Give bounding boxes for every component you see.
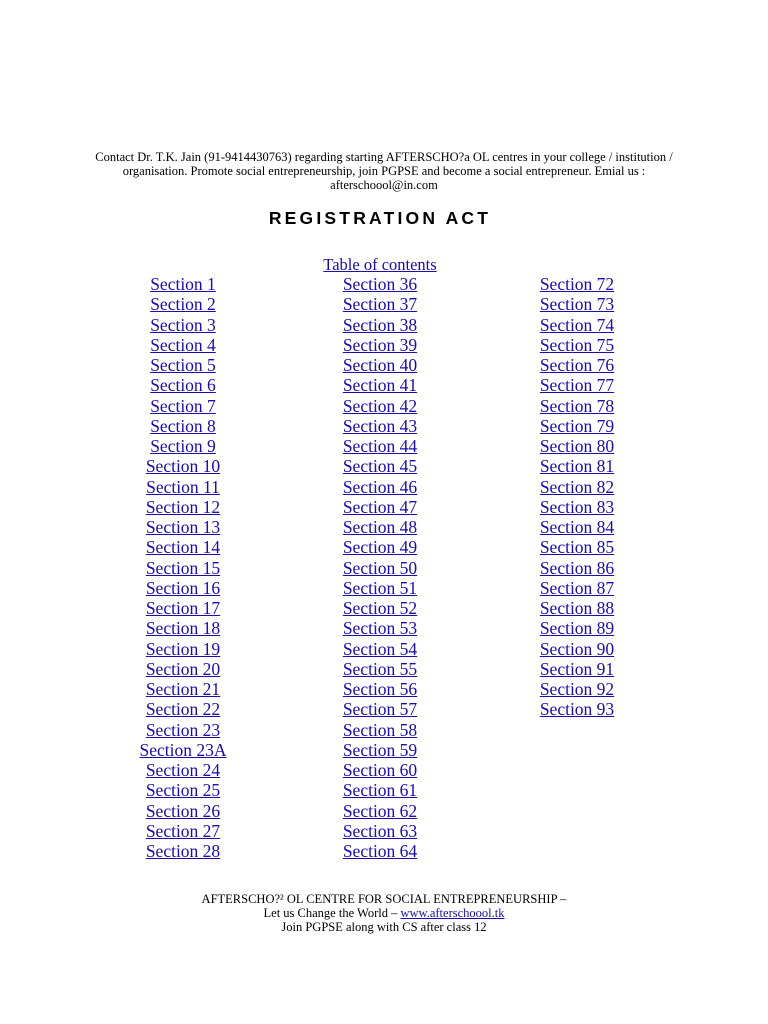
section-link[interactable]: Section 76 [539,355,615,375]
section-link[interactable]: Section 72 [539,274,615,294]
footer-line: AFTERSCHO?² OL CENTRE FOR SOCIAL ENTREPRENEURSHIP – [201,892,567,906]
section-link[interactable]: Section 28 [145,841,221,861]
section-link[interactable]: Section 77 [539,375,615,396]
section-link[interactable]: Section 12 [145,496,221,517]
section-link[interactable]: Section 89 [539,618,615,639]
section-link[interactable]: Section 78 [539,395,615,416]
section-link[interactable]: Section 75 [539,334,615,355]
section-link[interactable]: Section 7 [150,395,216,416]
section-link[interactable]: Section 63 [342,820,418,841]
table-of-contents-link[interactable]: Table of contents [323,255,437,274]
section-link[interactable]: Section 42 [342,395,418,416]
section-link[interactable]: Section 22 [145,699,221,720]
document-title: REGISTRATION ACT [268,208,492,228]
section-link[interactable]: Section 5 [150,355,216,375]
section-link[interactable]: Section 58 [342,719,418,740]
section-link[interactable]: Section 14 [145,537,221,558]
section-link[interactable]: Section 52 [342,598,418,618]
header-line: organisation. Promote social entrepreneurship, join PGPSE and become a social entrepreneur. Emial us : [122,164,646,178]
section-link[interactable]: Section 20 [145,658,221,679]
section-link[interactable]: Section 6 [150,375,216,396]
section-link[interactable]: Section 45 [342,456,418,477]
section-link[interactable]: Section 40 [342,355,418,375]
section-link[interactable]: Section 56 [342,679,418,699]
section-link[interactable]: Section 81 [539,456,615,477]
section-link[interactable]: Section 88 [539,598,615,618]
section-link[interactable]: Section 86 [539,557,615,578]
toc-column-1 [113,274,253,861]
website-link[interactable]: www.afterschoool.tk [400,906,505,920]
section-link[interactable]: Section 39 [342,334,418,355]
section-link[interactable]: Section 60 [342,760,418,780]
footer-line: Join PGPSE along with CS after class 12 [281,920,487,934]
section-link[interactable]: Section 8 [150,415,216,436]
footer [60,892,708,934]
section-link[interactable]: Section 79 [539,415,615,436]
header-line: Contact Dr. T.K. Jain (91-9414430763) regarding starting AFTERSCHO?a OL centres in your college / institution / [95,150,673,164]
section-link[interactable]: Section 26 [145,800,221,821]
section-link[interactable]: Section 9 [150,436,216,456]
section-link[interactable]: Section 23A [139,739,227,760]
section-link[interactable]: Section 47 [342,496,418,517]
section-link[interactable]: Section 16 [145,577,221,598]
section-link[interactable]: Section 43 [342,415,418,436]
toc-column-3 [507,274,647,720]
section-link[interactable]: Section 62 [342,800,418,821]
section-link[interactable]: Section 24 [145,760,221,780]
header-email: afterschoool@in.com [330,178,438,192]
section-link[interactable]: Section 25 [145,780,221,801]
section-link[interactable]: Section 18 [145,618,221,639]
section-link[interactable]: Section 91 [539,658,615,679]
section-link[interactable]: Section 11 [146,476,220,497]
section-link[interactable]: Section 3 [150,314,216,335]
section-link[interactable]: Section 90 [539,638,615,659]
section-link[interactable]: Section 41 [342,375,418,396]
section-link[interactable]: Section 17 [145,598,221,618]
section-link[interactable]: Section 92 [539,679,615,699]
section-link[interactable]: Section 4 [150,334,216,355]
section-link[interactable]: Section 85 [539,537,615,558]
section-link[interactable]: Section 53 [342,618,418,639]
section-link[interactable]: Section 87 [539,577,615,598]
section-link[interactable]: Section 55 [342,658,418,679]
section-link[interactable]: Section 38 [342,314,418,335]
section-link[interactable]: Section 64 [342,841,418,861]
section-link[interactable]: Section 49 [342,537,418,558]
section-link[interactable]: Section 13 [145,517,221,537]
section-link[interactable]: Section 80 [539,436,615,456]
section-link[interactable]: Section 50 [342,557,418,578]
section-link[interactable]: Section 73 [539,294,615,315]
section-link[interactable]: Section 15 [145,557,221,578]
section-link[interactable]: Section 36 [342,274,418,294]
section-link[interactable]: Section 1 [150,274,216,294]
section-link[interactable]: Section 83 [539,496,615,517]
section-link[interactable]: Section 48 [342,517,418,537]
section-link[interactable]: Section 51 [342,577,418,598]
section-link[interactable]: Section 23 [145,719,221,740]
contact-header [60,150,708,192]
section-link[interactable]: Section 19 [145,638,221,659]
section-link[interactable]: Section 27 [145,820,221,841]
section-link[interactable]: Section 74 [539,314,615,335]
footer-slogan: Let us Change the World – [263,906,401,920]
section-link[interactable]: Section 37 [342,294,418,315]
section-link[interactable]: Section 44 [342,436,418,456]
section-link[interactable]: Section 82 [539,476,615,497]
section-link[interactable]: Section 21 [145,679,221,699]
section-link[interactable]: Section 84 [539,517,615,537]
section-link[interactable]: Section 54 [342,638,418,659]
footer-line [60,906,708,920]
toc-column-2 [310,274,450,861]
section-link[interactable]: Section 93 [539,699,615,720]
section-link[interactable]: Section 59 [342,739,418,760]
section-link[interactable]: Section 2 [150,294,216,315]
section-link[interactable]: Section 10 [145,456,221,477]
section-link[interactable]: Section 61 [342,780,418,801]
section-link[interactable]: Section 57 [342,699,418,720]
section-link[interactable]: Section 46 [342,476,418,497]
